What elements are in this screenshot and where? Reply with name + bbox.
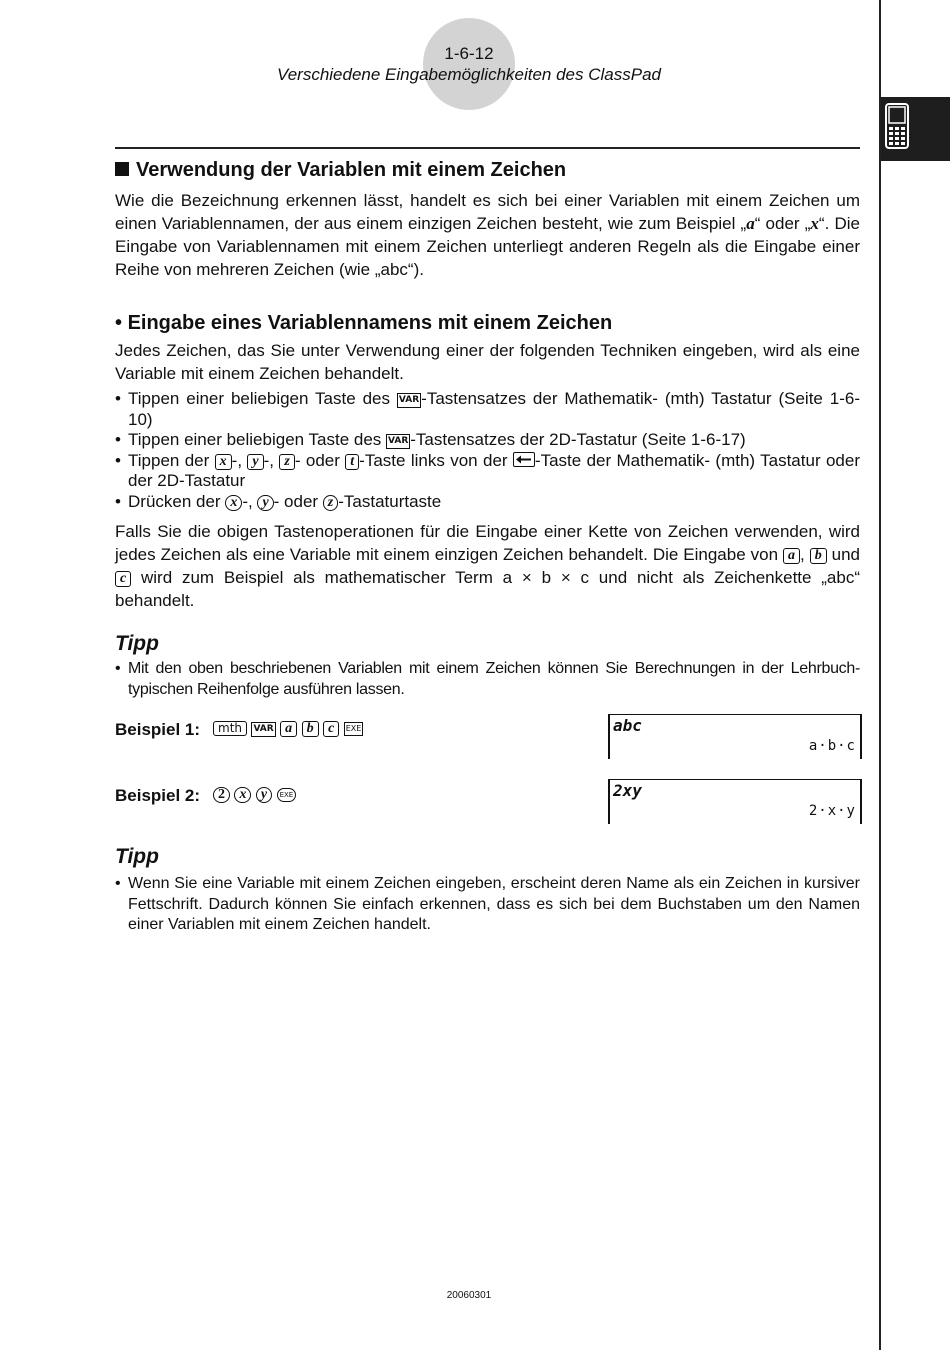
- page-content: [115, 157, 860, 936]
- b-key: b: [810, 548, 827, 564]
- mth-key: mth: [213, 721, 247, 736]
- section2-paragraph: Falls Sie die obigen Tastenoperationen für die Eingabe einer Kette von Zeichen verwenden, wird jedes Zeichen als eine Variable mit einem einzigen Zeichen behandelt. Die Eingabe von a , b und c wird zum Beispiel als mathematischer Term a × b × c und nicht als Zeichenkette „abc“ behandelt.: [115, 522, 861, 610]
- a-key: a: [280, 721, 297, 737]
- example1-keys: [213, 720, 363, 738]
- tipp2-list: [115, 874, 860, 936]
- left-arrow-key-icon: [513, 452, 535, 467]
- screen-input: 2xy: [613, 781, 642, 800]
- example2-keys: [213, 786, 296, 804]
- list-item: • Tippen einer beliebigen Taste des VAR -Tastensatzes der 2D-Tastatur (Seite 1-6-17): [115, 430, 860, 451]
- var-key: VAR: [397, 393, 421, 408]
- section-heading-1: Verwendung der Variablen mit einem Zeichen: [115, 157, 860, 183]
- screen-output: 2·x·y: [808, 803, 856, 819]
- right-margin-line: [879, 0, 881, 1350]
- example1-label: Beispiel 1:: [115, 720, 201, 739]
- b-key: b: [302, 721, 319, 737]
- example-1: [115, 716, 860, 782]
- y-round-key: y: [256, 787, 272, 803]
- var-key: VAR: [386, 434, 410, 449]
- y-round-key: y: [257, 495, 273, 511]
- square-bullet-icon: [115, 162, 129, 176]
- var-key: VAR: [251, 722, 275, 737]
- header-rule: [115, 147, 860, 149]
- t-key: t: [345, 454, 359, 470]
- tipp1-list: [115, 659, 860, 700]
- two-key: 2: [213, 787, 230, 803]
- tipp-heading-2: Tipp: [115, 845, 159, 868]
- c-key: c: [115, 571, 131, 587]
- list-item: • Wenn Sie eine Variable mit einem Zeichen eingeben, erscheint deren Name als ein Zeichen in kursiver Fettschrift. Dadurch können Sie einfach erkennen, dass es sich bei dem Buchstaben um den Namen einer Variablen mit einem Zeichen handelt.: [115, 874, 860, 936]
- x-key: x: [215, 454, 232, 470]
- section2-intro: Jedes Zeichen, das Sie unter Verwendung einer der folgenden Techniken eingeben, wird als eine Variable mit einem Zeichen behandelt.: [115, 341, 860, 383]
- a-key: a: [783, 548, 800, 564]
- example2-label: Beispiel 2:: [115, 786, 201, 805]
- footer-code: 20060301: [446, 1290, 492, 1301]
- screen-output: a·b·c: [808, 738, 856, 754]
- z-key: z: [279, 454, 294, 470]
- exe-round-key: EXE: [277, 788, 297, 802]
- list-item: • Tippen einer beliebigen Taste des VAR -Tastensatzes der Mathematik- (mth) Tastatur (Seite 1-6-10): [115, 389, 860, 430]
- z-round-key: z: [323, 495, 338, 511]
- page-title: Verschiedene Eingabemöglichkeiten des ClassPad: [277, 65, 661, 84]
- list-item: • Tippen der x -, y -, z - oder t -Taste links von der -Taste der Mathematik- (mth) Tastatur oder der 2D-Tastatur: [115, 451, 860, 492]
- chapter-tab: [881, 97, 950, 161]
- x-round-key: x: [225, 495, 242, 511]
- x-round-key: x: [234, 787, 251, 803]
- tipp-heading-1: Tipp: [115, 632, 159, 655]
- exe-key: EXE: [344, 722, 364, 736]
- c-key: c: [323, 721, 339, 737]
- screen-input: abc: [613, 716, 642, 735]
- example-2: [115, 781, 860, 848]
- page-number: 1-6-12: [444, 44, 494, 63]
- section-heading-2: • Eingabe eines Variablennamens mit einem Zeichen: [115, 312, 613, 334]
- example2-screen: [608, 779, 862, 824]
- technique-list: [115, 389, 860, 512]
- list-item: • Drücken der x -, y - oder z -Tastaturtaste: [115, 492, 860, 513]
- section1-paragraph: Wie die Bezeichnung erkennen lässt, handelt es sich bei einer Variablen mit einem Zeichen um einen Variablennamen, der aus einem einzigen Zeichen besteht, wie zum Beispiel „a“ oder „x“. Die Eingabe von Variablennamen mit einem Zeichen unterliegt anderen Regeln als die Eingabe einer Reihe von mehreren Zeichen (wie „abc“).: [115, 191, 860, 279]
- header-circle: [423, 18, 515, 110]
- y-key: y: [247, 454, 263, 470]
- example1-screen: [608, 714, 862, 759]
- calculator-icon: [885, 103, 909, 149]
- list-item: • Mit den oben beschriebenen Variablen mit einem Zeichen können Sie Berechnungen in der Lehrbuch-typischen Reihenfolge ausführen lassen.: [115, 659, 860, 700]
